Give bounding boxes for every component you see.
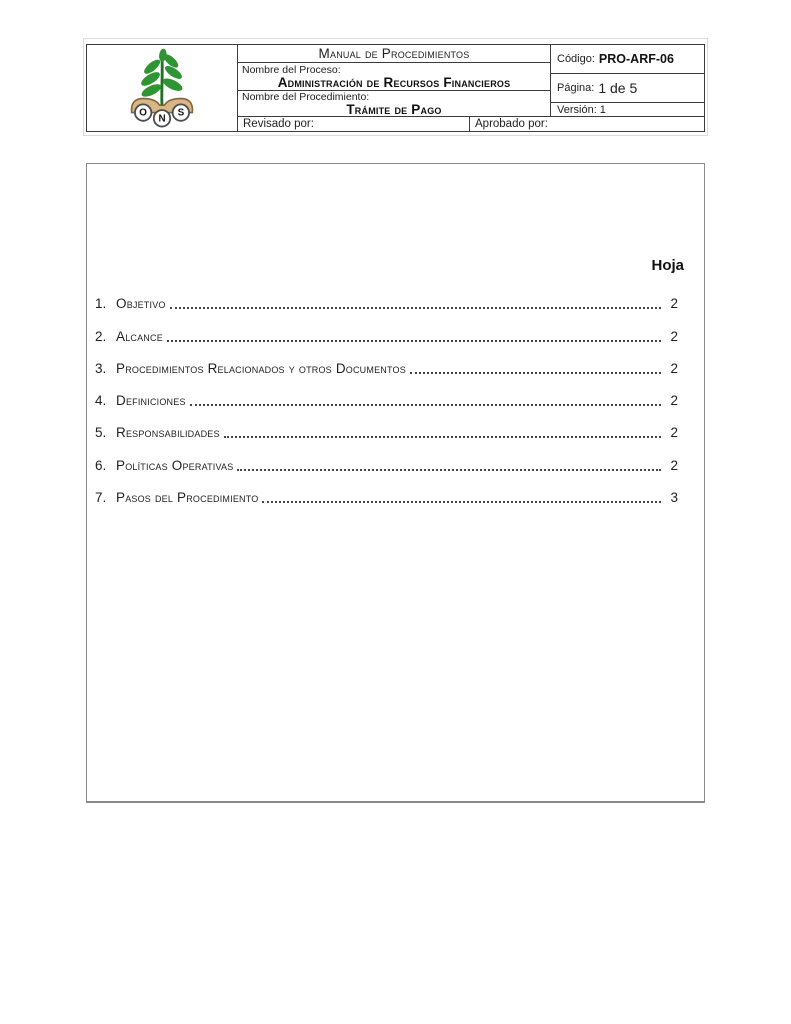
logo-letter-o: O [139,107,147,119]
code-cell [551,45,704,74]
procedure-label: Nombre del Procedimiento: [242,91,370,103]
toc-entry [87,286,704,318]
dot-leader [410,372,661,374]
page-label: Página: [557,82,595,94]
toc-list [87,286,704,512]
header-table [86,44,705,132]
toc-entry-page: 3 [670,490,678,506]
toc-entry-page: 2 [670,360,678,376]
toc-entry [87,318,704,350]
header-meta-column [551,45,704,116]
version-cell [551,103,704,116]
toc-entry-number: 6. [95,457,107,473]
toc-entry [87,447,704,479]
manual-title: Manual de Procedimientos [238,45,550,63]
version-value: 1 [599,103,606,116]
logo-letter-s: S [177,107,185,119]
toc-box [86,163,705,803]
toc-entry [87,351,704,383]
dot-leader [170,307,661,309]
toc-entry-page: 2 [670,296,678,312]
toc-entry-number: 4. [95,393,107,409]
page-value: 1 de 5 [598,80,638,96]
code-value: PRO-ARF-06 [598,52,674,66]
toc-entry-number: 2. [95,328,107,344]
toc-entry-page: 2 [670,393,678,409]
toc-entry-page: 2 [670,425,678,441]
process-row [238,63,550,91]
toc-entry [87,480,704,512]
toc-entry [87,415,704,447]
toc-entry-title: Objetivo [116,296,166,312]
reviewed-by-cell: Revisado por: [238,117,470,131]
process-label: Nombre del Proceso: [242,64,341,76]
process-name: Administración de Recursos Financieros [277,75,511,90]
page-cell [551,74,704,103]
toc-entry-page: 2 [670,328,678,344]
header-top-area [238,45,704,117]
dot-leader [262,501,661,503]
toc-entry-number: 1. [95,296,107,312]
toc-entry-title: Pasos del Procedimiento [116,490,259,506]
toc-entry-title: Políticas Operativas [116,457,234,473]
dot-leader [190,404,661,406]
procedure-name: Trámite de Pago [346,102,442,117]
toc-page-column-header: Hoja [651,257,684,274]
toc-entry-title: Responsabilidades [116,425,220,441]
dot-leader [237,469,661,471]
dot-leader [167,340,661,342]
procedure-row [238,91,550,116]
toc-entry-title: Alcance [116,328,163,344]
toc-entry-page: 2 [670,457,678,473]
code-label: Código: [557,53,595,65]
approved-by-cell: Aprobado por: [475,118,548,130]
header-right-area [238,45,704,131]
logo-cell [87,45,238,131]
toc-entry-number: 5. [95,425,107,441]
toc-entry-number: 3. [95,360,107,376]
toc-entry-title: Definiciones [116,393,186,409]
ons-seed-plant-logo-icon [116,47,208,129]
header-signature-row [238,117,704,131]
toc-entry [87,383,704,415]
toc-entry-number: 7. [95,490,107,506]
logo-letter-n: N [158,113,166,125]
toc-entry-title: Procedimientos Relacionados y otros Documentos [116,360,406,376]
dot-leader [224,436,661,438]
version-label: Versión: [557,103,597,116]
header-title-column [238,45,551,116]
